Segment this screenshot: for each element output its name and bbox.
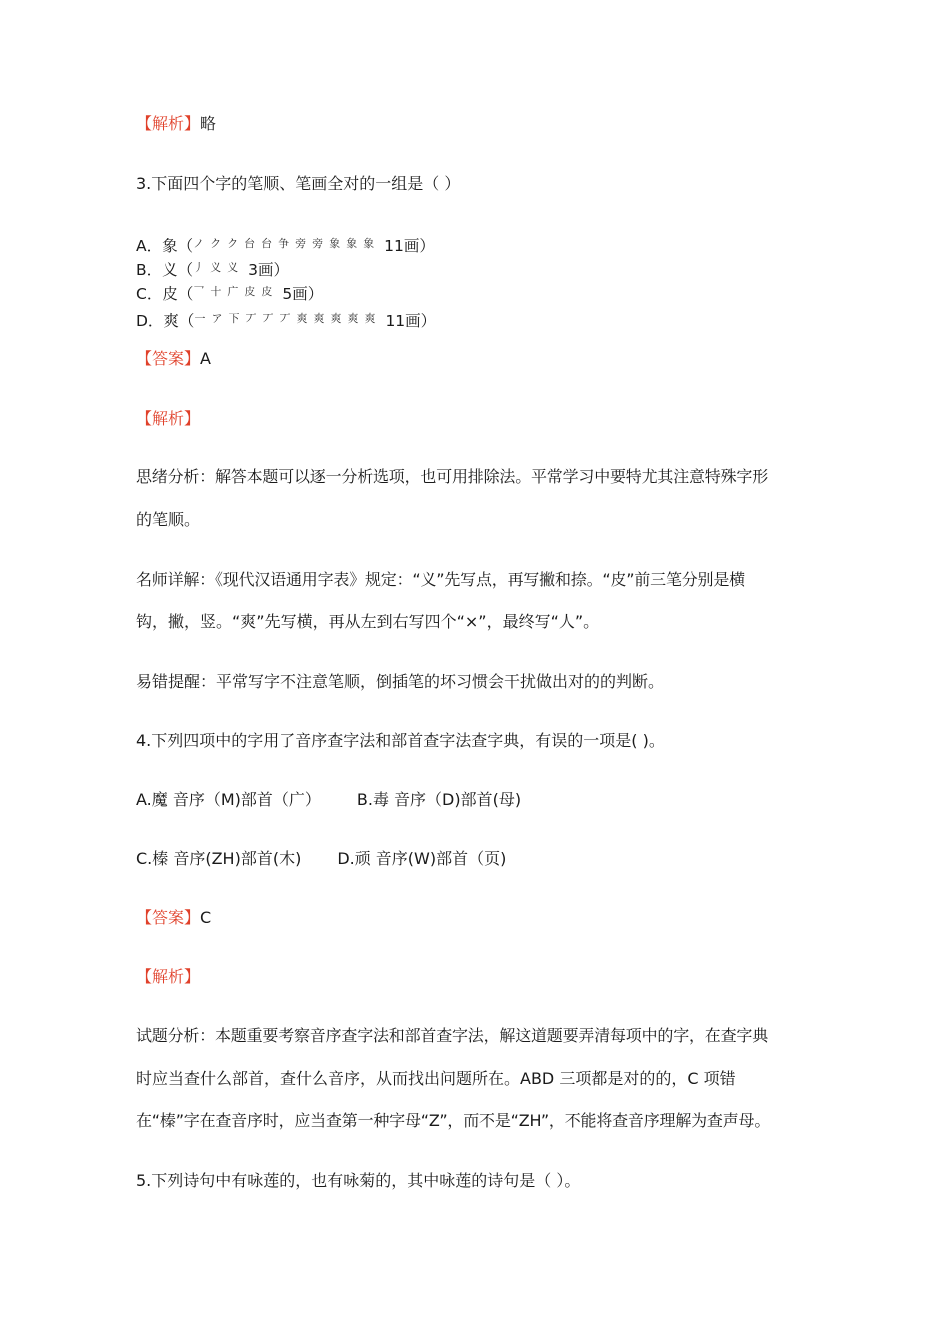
q3-analysis-p3: 易错提醒：平常写字不注意笔顺，倒插笔的坏习惯会干扰做出对的的判断。 <box>136 672 665 691</box>
q4-answer-line <box>136 908 211 928</box>
q4-options-row-2 <box>136 849 506 869</box>
stroke-step: 丆 <box>245 311 258 325</box>
stroke-step: 爽 <box>347 311 360 325</box>
prev-analysis-text: 略 <box>200 114 217 133</box>
q3-analysis-p2-l2: 钩，撇，竖。“爽”先写横，再从左到右写四个“×”，最终写“人”。 <box>136 612 600 631</box>
q3-analysis-p1-l2: 的笔顺。 <box>136 510 201 529</box>
q3-option-d-count: 11画） <box>385 312 437 330</box>
stroke-step: 旁 <box>312 236 325 250</box>
q3-option-c-strokes <box>193 282 278 302</box>
q3-option-c-count: 5画） <box>282 285 324 303</box>
q3-title-text: 3.下面四个字的笔顺、笔画全对的一组是（ ） <box>136 174 461 193</box>
q3-analysis-tag-line <box>136 409 200 429</box>
q4-title: 4.下列四项中的字用了音序查字法和部首查字法查字典，有误的一项是( )。 <box>136 731 665 750</box>
q3-option-a-count: 11画） <box>384 237 435 255</box>
q3-analysis-p2-l1: 名师详解：《现代汉语通用字表》规定：“义”先写点，再写撇和捺。“皮”前三笔分别是横 <box>136 570 745 589</box>
q3-answer-value: A <box>200 349 211 368</box>
stroke-step: ク <box>227 236 240 250</box>
q3-answer-line <box>136 349 211 369</box>
stroke-step: 广 <box>227 284 240 298</box>
q4-answer-value: C <box>200 908 212 927</box>
stroke-step: 台 <box>244 236 257 250</box>
q4-options-row-1 <box>136 790 521 810</box>
stroke-step: 皮 <box>261 284 274 298</box>
prev-analysis-tag: 【解析】 <box>136 114 201 133</box>
q4-analysis-l3: 在“榛”字在查音序时，应当查第一种字母“Z”，而不是“ZH”，不能将查音序理解为查声母。 <box>136 1111 771 1130</box>
q3-option-d-label: D．爽（ <box>136 312 195 330</box>
stroke-step: 象 <box>363 236 376 250</box>
q3-analysis-p1-l1: 思绪分析：解答本题可以逐一分析选项，也可用排除法。平常学习中要特尤其注意特殊字形 <box>136 467 769 486</box>
stroke-step: 爽 <box>330 311 343 325</box>
prev-analysis-line <box>136 114 216 134</box>
stroke-step: 爽 <box>364 311 377 325</box>
stroke-step: 下 <box>228 311 241 325</box>
q4-analysis-tag: 【解析】 <box>136 967 201 986</box>
q3-option-c-label: C．皮（ <box>136 285 194 303</box>
q3-option-b <box>136 260 289 281</box>
q4-option-a: A.魔 音序（M)部首（广） <box>136 790 321 809</box>
stroke-step: 乛 <box>193 284 206 298</box>
stroke-step: 爽 <box>296 311 309 325</box>
q4-analysis-l1: 试题分析：本题重要考察音序查字法和部首查字法，解这道题要弄清每项中的字，在查字典 <box>136 1026 769 1045</box>
stroke-step: 旁 <box>295 236 308 250</box>
stroke-step: 义 <box>227 260 240 274</box>
q3-title <box>136 174 460 194</box>
q3-analysis-tag: 【解析】 <box>136 409 201 428</box>
stroke-step: 皮 <box>244 284 257 298</box>
stroke-step: 台 <box>261 236 274 250</box>
stroke-step: 爽 <box>313 311 326 325</box>
q3-option-b-count: 3画） <box>248 261 290 279</box>
stroke-step: 争 <box>278 236 291 250</box>
q3-answer-tag: 【答案】 <box>136 349 201 368</box>
stroke-step: 象 <box>346 236 359 250</box>
q3-option-b-strokes <box>193 258 244 278</box>
stroke-step: 丿 <box>193 260 206 274</box>
stroke-step: 十 <box>210 284 223 298</box>
q3-option-b-label: B．义（ <box>136 261 194 279</box>
q3-option-a <box>136 236 435 257</box>
stroke-step: 义 <box>210 260 223 274</box>
stroke-step: ア <box>211 311 224 325</box>
stroke-step: 丆 <box>279 311 292 325</box>
q3-option-d <box>136 311 436 332</box>
stroke-step: ク <box>210 236 223 250</box>
q3-option-a-label: A．象（ <box>136 237 194 255</box>
q4-option-b: B.毒 音序（D)部首(母) <box>356 790 522 809</box>
q4-answer-tag: 【答案】 <box>136 908 201 927</box>
q4-option-d: D.顽 音序(W)部首（页) <box>337 849 507 868</box>
q3-option-a-strokes <box>193 234 380 254</box>
q3-option-d-strokes <box>194 309 381 329</box>
stroke-step: 象 <box>329 236 342 250</box>
q5-title: 5.下列诗句中有咏莲的，也有咏菊的，其中咏莲的诗句是（ ）。 <box>136 1171 581 1190</box>
q4-analysis-l2: 时应当查什么部首，查什么音序，从而找出问题所在。ABD 三项都是对的的，C 项错 <box>136 1069 736 1088</box>
stroke-step: ノ <box>193 236 206 250</box>
stroke-step: 一 <box>194 311 207 325</box>
stroke-step: 丆 <box>262 311 275 325</box>
q4-option-c: C.榛 音序(ZH)部首(木) <box>136 849 302 868</box>
q4-analysis-tag-line <box>136 967 200 987</box>
q3-option-c <box>136 284 323 305</box>
